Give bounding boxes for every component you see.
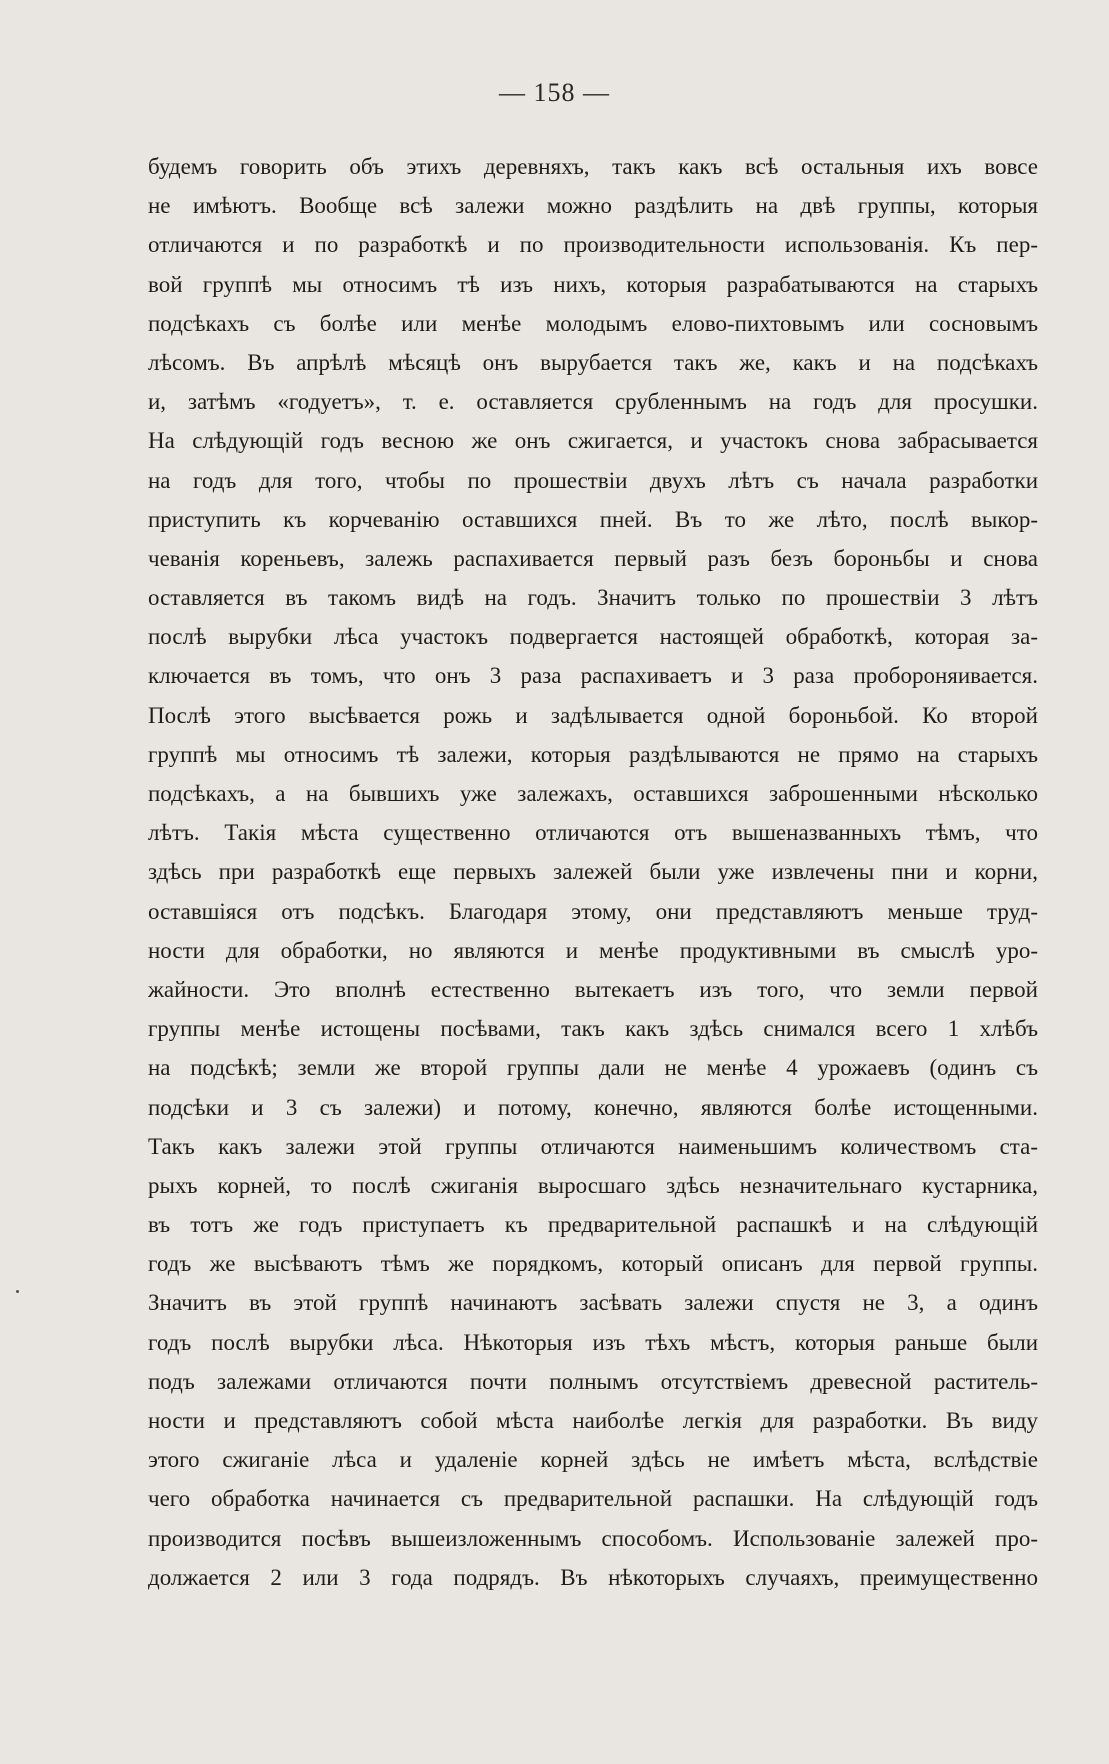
text-line: Значитъ въ этой группѣ начинаютъ засѣвать залежи спустя не 3, а одинъ bbox=[148, 1290, 1038, 1316]
text-line: ности для обработки, но являются и менѣе продуктивными въ смыслѣ уро- bbox=[148, 937, 1038, 963]
text-line: приступить къ корчеванію оставшихся пней. Въ то же лѣто, послѣ выкор- bbox=[148, 506, 1038, 532]
text-line: отличаются и по разработкѣ и по производительности использованія. Къ пер- bbox=[148, 232, 1038, 258]
text-line: подсѣки и 3 съ залежи) и потому, конечно, являются болѣе истощенными. bbox=[148, 1094, 1038, 1120]
text-line: этого сжиганіе лѣса и удаленіе корней здѣсь не имѣетъ мѣста, вслѣдствіе bbox=[148, 1447, 1038, 1473]
text-line: лѣтъ. Такія мѣста существенно отличаются отъ вышеназванныхъ тѣмъ, что bbox=[148, 820, 1038, 846]
text-line: оставляется въ такомъ видѣ на годъ. Значитъ только по прошествіи 3 лѣтъ bbox=[148, 585, 1038, 611]
text-line: чего обработка начинается съ предварительной распашки. На слѣдующій годъ bbox=[148, 1486, 1038, 1512]
text-line: здѣсь при разработкѣ еще первыхъ залежей были уже извлечены пни и корни, bbox=[148, 859, 1038, 885]
text-line: чеванія кореньевъ, залежь распахивается первый разъ безъ бороньбы и снова bbox=[148, 545, 1038, 571]
page-number: — 158 — bbox=[499, 78, 610, 107]
body-text bbox=[148, 147, 1038, 1597]
text-line: на подсѣкѣ; земли же второй группы дали не менѣе 4 урожаевъ (одинъ съ bbox=[148, 1055, 1038, 1081]
text-line: На слѣдующій годъ весною же онъ сжигается, и участокъ снова забрасывается bbox=[148, 428, 1038, 454]
text-line: подъ залежами отличаются почти полнымъ отсутствіемъ древесной раститель- bbox=[148, 1368, 1038, 1394]
text-line: годъ послѣ вырубки лѣса. Нѣкоторыя изъ тѣхъ мѣстъ, которыя раньше были bbox=[148, 1329, 1038, 1355]
text-line: и, затѣмъ «годуетъ», т. е. оставляется срубленнымъ на годъ для просушки. bbox=[148, 389, 1038, 415]
text-line: будемъ говорить объ этихъ деревняхъ, такъ какъ всѣ остальныя ихъ вовсе bbox=[148, 154, 1038, 179]
text-line: группѣ мы относимъ тѣ залежи, которыя раздѣлываются не прямо на старыхъ bbox=[148, 741, 1038, 767]
text-line: въ тотъ же годъ приступаетъ къ предварительной распашкѣ и на слѣдующій bbox=[148, 1212, 1038, 1238]
paper-speck bbox=[16, 1290, 19, 1293]
text-line: оставшіяся отъ подсѣкъ. Благодаря этому, они представляютъ меньше труд- bbox=[148, 898, 1038, 924]
text-line: Такъ какъ залежи этой группы отличаются наименьшимъ количествомъ ста- bbox=[148, 1133, 1038, 1159]
text-line: послѣ вырубки лѣса участокъ подвергается настоящей обработкѣ, которая за- bbox=[148, 624, 1038, 650]
text-line: жайности. Это вполнѣ естественно вытекаетъ изъ того, что земли первой bbox=[148, 976, 1038, 1002]
text-line: рыхъ корней, то послѣ сжиганія выросшаго здѣсь незначительнаго кустарника, bbox=[148, 1172, 1038, 1198]
text-line: группы менѣе истощены посѣвами, такъ какъ здѣсь снимался всего 1 хлѣбъ bbox=[148, 1016, 1038, 1042]
text-line: производится посѣвъ вышеизложеннымъ способомъ. Использованіе залежей про- bbox=[148, 1525, 1038, 1551]
text-line: не имѣютъ. Вообще всѣ залежи можно раздѣлить на двѣ группы, которыя bbox=[148, 193, 1038, 219]
text-line: вой группѣ мы относимъ тѣ изъ нихъ, которыя разрабатываются на старыхъ bbox=[148, 271, 1038, 297]
text-line: ключается въ томъ, что онъ 3 раза распахиваетъ и 3 раза пробороняивается. bbox=[148, 663, 1038, 689]
text-line: должается 2 или 3 года подрядъ. Въ нѣкоторыхъ случаяхъ, преимущественно bbox=[148, 1564, 1038, 1590]
text-line: подсѣкахъ, а на бывшихъ уже залежахъ, оставшихся заброшенными нѣсколько bbox=[148, 781, 1038, 806]
text-line: Послѣ этого высѣвается рожь и задѣлывается одной бороньбой. Ко второй bbox=[148, 702, 1038, 728]
text-line: лѣсомъ. Въ апрѣлѣ мѣсяцѣ онъ вырубается такъ же, какъ и на подсѣкахъ bbox=[148, 349, 1038, 375]
text-line: ности и представляютъ собой мѣста наиболѣе легкія для разработки. Въ виду bbox=[148, 1408, 1038, 1433]
text-line: на годъ для того, чтобы по прошествіи двухъ лѣтъ съ начала разработки bbox=[148, 467, 1038, 493]
text-line: годъ же высѣваютъ тѣмъ же порядкомъ, который описанъ для первой группы. bbox=[148, 1251, 1038, 1277]
text-line: подсѣкахъ съ болѣе или менѣе молодымъ елово-пихтовымъ или сосновымъ bbox=[148, 310, 1038, 336]
